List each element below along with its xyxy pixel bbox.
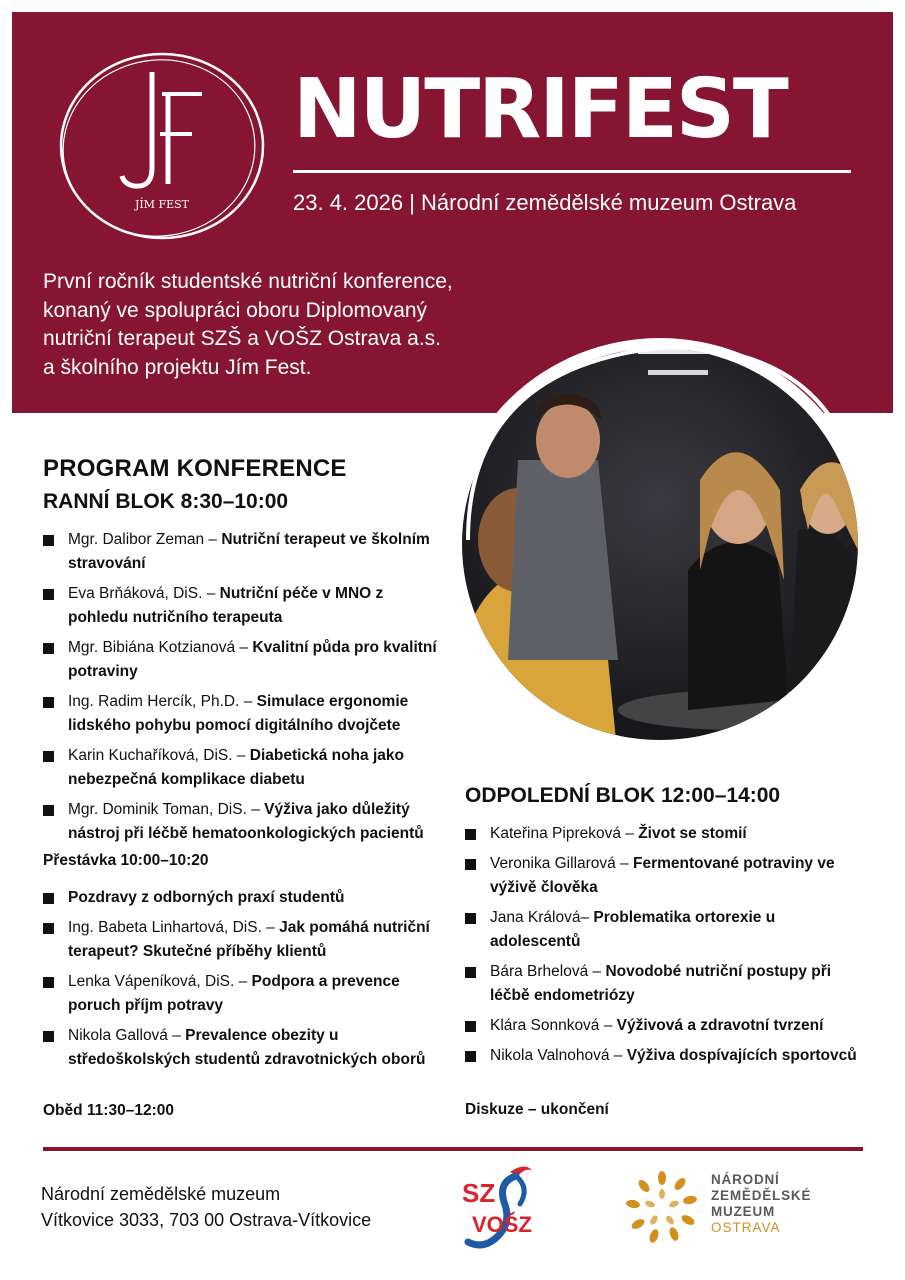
talk-speaker: Eva Brňáková, DiS. –	[68, 585, 220, 602]
talk-topic: Podpora a prevence poruch příjm potravy	[68, 973, 400, 1014]
talk-speaker: Mgr. Dalibor Zeman –	[68, 531, 222, 548]
talk-item	[465, 960, 865, 1008]
talk-item	[465, 906, 865, 954]
event-dateline: 23. 4. 2026 | Národní zemědělské muzeum Ostrava	[293, 190, 797, 215]
intro-line: nutriční terapeut SZŠ a VOŠZ Ostrava a.s.	[43, 327, 441, 350]
museum-wordmark	[711, 1172, 811, 1236]
talk-item	[43, 690, 443, 738]
program-heading: PROGRAM KONFERENCE	[43, 455, 347, 482]
talk-topic: Nutriční terapeut ve školním stravování	[68, 531, 430, 572]
talk-speaker: Jana Králová–	[490, 909, 594, 926]
talk-topic: Novodobé nutriční postupy při léčbě endometriózy	[490, 963, 832, 1004]
talk-item	[43, 1024, 443, 1072]
talk-speaker: Mgr. Dominik Toman, DiS. –	[68, 801, 265, 818]
intro-line: konaný ve spolupráci oboru Diplomovaný	[43, 298, 428, 322]
talk-topic: Prevalence obezity u středoškolských studentů zdravotnických oborů	[68, 1027, 426, 1068]
talk-speaker: Nikola Valnohová –	[490, 1047, 627, 1064]
intro-line: a školního projektu Jím Fest.	[43, 355, 312, 379]
talk-topic: Pozdravy z odborných praxí studentů	[68, 889, 345, 906]
title-divider	[293, 170, 851, 173]
talk-item	[465, 1014, 865, 1038]
morning-talk-list-2	[43, 886, 443, 1078]
museum-wheat-logo	[624, 1170, 700, 1246]
talk-topic: Kvalitní půda pro kvalitní potraviny	[68, 639, 437, 680]
break-label: Přestávka 10:00–10:20	[43, 852, 209, 869]
talk-item	[43, 798, 443, 846]
intro-line: První ročník studentské nutriční konference,	[43, 270, 453, 293]
talk-speaker: Veronika Gillarová –	[490, 855, 634, 872]
footer-divider	[43, 1147, 863, 1151]
talk-speaker: Karin Kuchaříková, DiS. –	[68, 747, 250, 764]
talk-topic: Výživová a zdravotní tvrzení	[616, 1017, 824, 1034]
talk-topic: Jak pomáhá nutriční terapeut? Skutečné příběhy klientů	[68, 919, 430, 960]
szs-logo-top: SZ	[462, 1178, 496, 1208]
talk-speaker: Nikola Gallová –	[68, 1027, 186, 1044]
talk-item	[465, 822, 865, 846]
talk-speaker: Klára Sonnková –	[490, 1017, 617, 1034]
page-title: NUTRIFEST	[293, 62, 787, 157]
venue-address	[41, 1181, 371, 1233]
szs-vosz-logo	[458, 1158, 544, 1258]
talk-item	[43, 744, 443, 792]
talk-topic: Fermentované potraviny ve výživě člověka	[490, 855, 835, 896]
talk-speaker: Ing. Babeta Linhartová, DiS. –	[68, 919, 280, 936]
afternoon-block-heading: ODPOLEDNÍ BLOK 12:00–14:00	[465, 784, 781, 807]
morning-talk-list	[43, 528, 443, 852]
talk-speaker: Ing. Radim Hercík, Ph.D. –	[68, 693, 257, 710]
address-line: Vítkovice 3033, 703 00 Ostrava-Vítkovice	[41, 1210, 372, 1230]
logo-caption: JÍM FEST	[134, 198, 190, 211]
talk-speaker: Kateřina Pipreková –	[490, 825, 639, 842]
museum-line: NÁRODNÍ	[711, 1172, 780, 1187]
talk-topic: Život se stomií	[638, 825, 747, 842]
talk-item	[465, 852, 865, 900]
afternoon-talk-list	[465, 822, 865, 1074]
talk-topic: Výživa dospívajících sportovců	[626, 1047, 857, 1064]
szs-logo-bottom: VOŠZ	[472, 1212, 532, 1237]
talk-item	[43, 916, 443, 964]
talk-speaker: Mgr. Bibiána Kotzianová –	[68, 639, 253, 656]
talk-topic: Výživa jako důležitý nástroj při léčbě hematoonkologických pacientů	[68, 801, 424, 842]
jim-fest-logo	[56, 48, 268, 244]
talk-speaker: Lenka Vápeníková, DiS. –	[68, 973, 252, 990]
museum-city: OSTRAVA	[711, 1220, 781, 1235]
talk-item	[43, 582, 443, 630]
talk-topic: Simulace ergonomie lidského pohybu pomocí digitálního dvojčete	[68, 693, 409, 734]
conference-photo	[438, 330, 878, 760]
talk-item	[465, 1044, 865, 1068]
museum-line: MUZEUM	[711, 1204, 776, 1219]
talk-item	[43, 636, 443, 684]
talk-topic: Problematika ortorexie u adolescentů	[490, 909, 776, 950]
talk-item	[43, 528, 443, 576]
talk-speaker: Bára Brhelová –	[490, 963, 606, 980]
lunch-label: Oběd 11:30–12:00	[43, 1102, 174, 1119]
address-line: Národní zemědělské muzeum	[41, 1184, 281, 1204]
talk-topic: Nutriční péče v MNO z pohledu nutričního terapeuta	[68, 585, 384, 626]
talk-item	[43, 970, 443, 1018]
talk-item	[43, 886, 443, 910]
museum-line: ZEMĚDĚLSKÉ	[711, 1188, 812, 1203]
talk-topic: Diabetická noha jako nebezpečná komplikace diabetu	[68, 747, 404, 788]
morning-block-heading: RANNÍ BLOK 8:30–10:00	[43, 490, 289, 513]
closing-label: Diskuze – ukončení	[465, 1101, 609, 1118]
